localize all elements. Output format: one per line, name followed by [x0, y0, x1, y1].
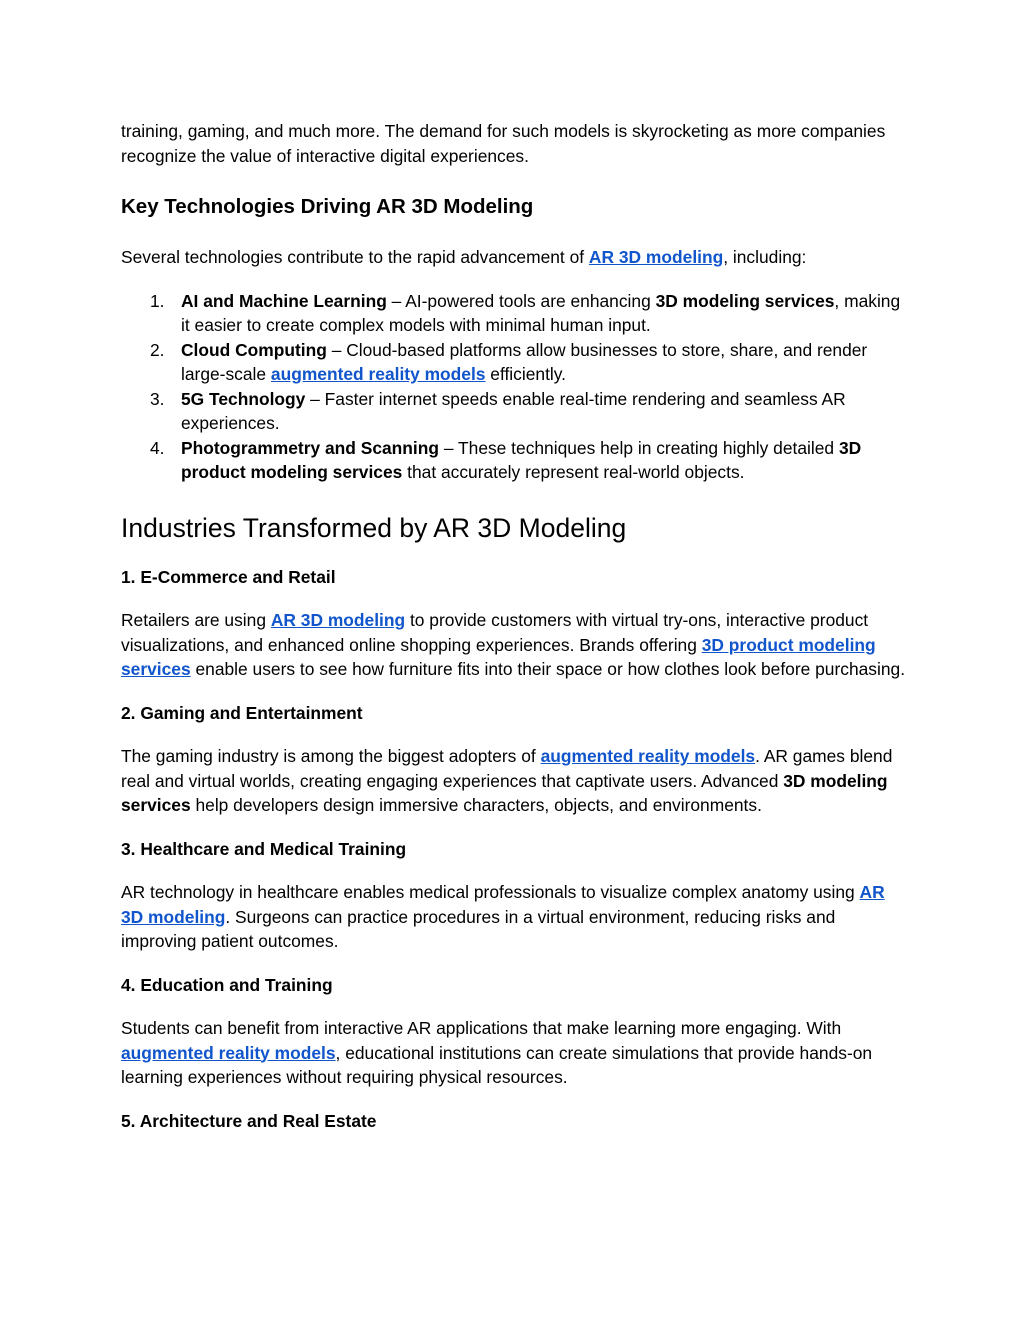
section-heading: 3. Healthcare and Medical Training — [121, 838, 407, 859]
text-run: . AR games blend real and virtual worlds, creating engaging experiences that captivate users. Advanced — [121, 746, 893, 791]
list-number: 1. — [150, 290, 165, 311]
text-run: enable users to see how furniture fits into their space or how clothes look before purchasing. — [190, 659, 906, 679]
bold-text: 3D product modeling services — [181, 437, 862, 482]
text-run: – Cloud-based platforms allow businesses to store, share, and render large-scale — [181, 339, 868, 384]
link-ar-3d-modeling[interactable]: AR 3D modeling — [588, 247, 724, 267]
section-heading: 4. Education and Training — [121, 974, 333, 995]
text-run: help developers design immersive characters, objects, and environments. — [190, 795, 762, 815]
section-paragraph — [121, 880, 906, 954]
list-item-title: Photogrammetry and Scanning — [181, 437, 439, 458]
document-page — [121, 119, 906, 1152]
text-run: – AI-powered tools are enhancing — [386, 290, 656, 311]
link-augmented-reality-models[interactable]: augmented reality models — [540, 746, 756, 766]
section-heading: 5. Architecture and Real Estate — [121, 1110, 377, 1131]
list-item-title: 5G Technology — [181, 388, 306, 409]
text-run: Students can benefit from interactive AR applications that make learning more engaging. With — [121, 1018, 842, 1038]
section-heading: 2. Gaming and Entertainment — [121, 702, 363, 723]
section-paragraph — [121, 744, 906, 818]
list-item — [121, 289, 906, 338]
link-ar-3d-modeling[interactable]: AR 3D modeling — [270, 610, 406, 630]
list-item — [121, 436, 906, 485]
key-tech-lead — [121, 245, 906, 270]
list-item — [121, 387, 906, 436]
bold-text: 3D modeling services — [655, 290, 835, 311]
text-run: The gaming industry is among the biggest adopters of — [121, 746, 541, 766]
link-augmented-reality-models[interactable]: augmented reality models — [121, 1042, 336, 1063]
text-run: – These techniques help in creating highly detailed — [439, 437, 839, 458]
text-run: that accurately represent real-world objects. — [402, 462, 745, 482]
text-run: efficiently. — [485, 364, 567, 384]
key-tech-list — [121, 289, 906, 485]
key-tech-heading: Key Technologies Driving AR 3D Modeling — [121, 195, 534, 218]
list-number: 4. — [150, 437, 165, 458]
text-run: , educational institutions can create simulations that provide hands-on learning experiences without requiring physical resources. — [121, 1042, 873, 1087]
text-run: – Faster internet speeds enable real-time rendering and seamless AR experiences. — [181, 388, 846, 433]
list-number: 3. — [150, 388, 165, 409]
list-item-title: Cloud Computing — [181, 339, 327, 360]
text-run: , including: — [723, 247, 807, 267]
section-paragraph — [121, 608, 906, 682]
text-run: Several technologies contribute to the rapid advancement of — [121, 247, 589, 267]
link-3d-product-modeling-services[interactable]: 3D product modeling services — [121, 634, 876, 679]
text-run: Retailers are using — [121, 610, 271, 630]
industries-heading: Industries Transformed by AR 3D Modeling — [121, 512, 627, 543]
list-item-title: AI and Machine Learning — [181, 290, 387, 311]
section-paragraph — [121, 1016, 906, 1090]
intro-paragraph: training, gaming, and much more. The demand for such models is skyrocketing as more companies recognize the value of interactive digital experiences. — [121, 121, 886, 166]
link-ar-3d-modeling[interactable]: AR 3D modeling — [121, 882, 885, 927]
link-augmented-reality-models[interactable]: augmented reality models — [270, 364, 486, 384]
bold-text: 3D modeling services — [121, 770, 888, 815]
text-run: AR technology in healthcare enables medical professionals to visualize complex anatomy using — [121, 882, 860, 902]
list-number: 2. — [150, 339, 165, 360]
text-run: , making it easier to create complex models with minimal human input. — [181, 290, 901, 335]
text-run: . Surgeons can practice procedures in a virtual environment, reducing risks and improving patient outcomes. — [121, 906, 836, 951]
section-heading: 1. E-Commerce and Retail — [121, 566, 336, 587]
list-item — [121, 338, 906, 387]
text-run: to provide customers with virtual try-ons, interactive product visualizations, and enhanced online shopping experiences. Brands offering — [121, 610, 869, 655]
